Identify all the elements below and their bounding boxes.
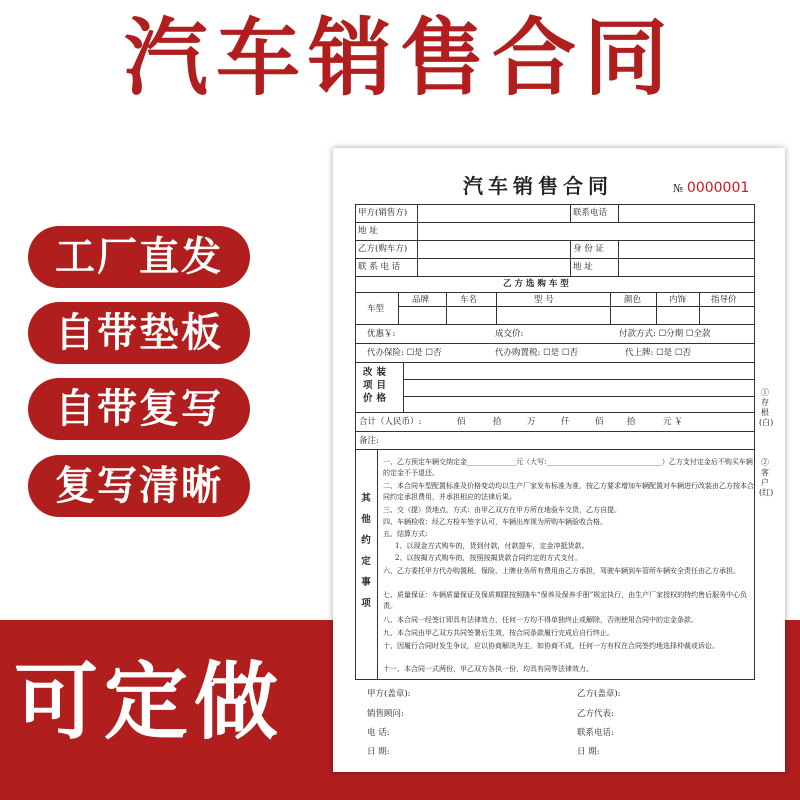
sales-advisor-label: 销售顾问: xyxy=(367,709,404,719)
row-line xyxy=(355,343,755,344)
unit-qian: 仟 xyxy=(561,417,570,427)
party-a-label: 甲方(销售方) xyxy=(358,208,408,218)
frame-top xyxy=(355,204,755,205)
row-line xyxy=(355,362,755,363)
col-line xyxy=(570,240,571,276)
row-line xyxy=(355,431,755,432)
contact-phone-2-label: 联 系 电 话 xyxy=(358,262,401,272)
col-line xyxy=(398,292,399,324)
b-phone-label: 联系电话: xyxy=(577,728,614,738)
bottom-banner-text: 可定做 xyxy=(14,653,285,751)
clause-9: 九、本合同由甲乙双方共同签署后生效，按合同条款履行完成后自行终止。 xyxy=(383,629,614,637)
id-card-label: 身 份 证 xyxy=(573,244,604,254)
clause-8: 八、本合同一经签订即具有法律效力，任何一方均不得单独终止或解除，否则使用合同中的定金条款。 xyxy=(383,616,698,624)
deal-price-label: 成交价: xyxy=(495,329,524,339)
copy-marker-stub: ① 存 根 (白) xyxy=(759,388,774,427)
plate-label: 代上牌: ☐是 ☐否 xyxy=(625,348,692,358)
model-col-price: 指导价 xyxy=(711,295,737,305)
sign-b-label: 乙方(盖章): xyxy=(577,689,621,699)
row-line xyxy=(355,258,755,259)
total-label: 合计（人民币）: xyxy=(359,417,422,427)
serial-value: 0000001 xyxy=(686,180,750,196)
unit-bai-2: 佰 xyxy=(595,417,604,427)
frame-bottom xyxy=(355,679,755,680)
party-b-label: 乙方(购车方) xyxy=(358,244,408,254)
unit-yuan: 元 ￥ xyxy=(663,417,683,427)
col-line xyxy=(446,292,447,324)
unit-bai: 佰 xyxy=(457,417,466,427)
col-line xyxy=(618,204,619,222)
purchase-tax-label: 代办购置税: ☐是 ☐否 xyxy=(495,348,579,358)
date-label: 日 期: xyxy=(367,747,390,757)
model-label: 车型 xyxy=(367,304,385,314)
copy-marker-customer: ② 客 户 (红) xyxy=(759,458,774,497)
model-col-brand: 品牌 xyxy=(412,295,430,305)
clause-5: 五、结算方式: xyxy=(383,530,428,538)
sign-a-label: 甲方(盖章): xyxy=(367,689,411,699)
col-line xyxy=(618,240,619,276)
col-line xyxy=(699,292,700,324)
clause-10: 十、因履行合同时发生争议，应以协商解决为主，如协商不成，任何一方有权在合同签约地选择仲裁或诉讼。 xyxy=(383,642,719,650)
row-line xyxy=(355,276,755,277)
clause-1: 一、乙方预定车辆交纳定金______________元（大写:_________________________________）乙方支付定金后不购买车辆的定金不予退还。 xyxy=(383,458,753,477)
unit-wan: 万 xyxy=(527,417,536,427)
col-line xyxy=(417,204,418,276)
clause-7: 七、质量保证：车辆质量保证及保质期限按照随车“保养及保养手册”规定执行，由生产厂家授权的特约售后服务中心负责。 xyxy=(383,591,748,610)
row-line xyxy=(355,449,755,450)
feature-badge-carbonless-copy: 自带复写 xyxy=(28,378,250,440)
row-line xyxy=(403,379,755,380)
col-line xyxy=(496,292,497,324)
row-line xyxy=(355,292,755,293)
other-terms-label: 其他约定事项 xyxy=(361,493,371,609)
remarks-label: 备注: xyxy=(359,436,379,446)
contract-form xyxy=(333,148,785,772)
serial-number xyxy=(673,180,749,196)
row-line xyxy=(355,412,755,413)
row-line xyxy=(403,396,755,397)
feature-badge-clear-copy: 复写清晰 xyxy=(28,455,250,517)
headline: 汽车销售合同 xyxy=(123,9,676,107)
model-col-color: 颜色 xyxy=(624,295,642,305)
selected-model-header: 乙 方 选 购 车 型 xyxy=(503,279,569,289)
insurance-label: 代办保险: ☐是 ☐否 xyxy=(367,348,442,358)
clause-3: 三、交（提）货地点，方式：由甲乙双方在甲方所在地验车交货，乙方自提。 xyxy=(383,506,621,514)
b-representative-label: 乙方代表: xyxy=(577,709,614,719)
address-label: 地 址 xyxy=(358,226,378,236)
payment-method-label: 付款方式: ☐分期 ☐全款 xyxy=(619,329,711,339)
address-2-label: 地 址 xyxy=(573,262,593,272)
clause-5-1: 1、以现金方式购车的，货到付款，付款提车，定金冲抵货款。 xyxy=(395,542,589,550)
modification-label: 改装项目价格 xyxy=(363,367,391,404)
col-line xyxy=(610,292,611,324)
unit-shi-2: 拾 xyxy=(627,417,636,427)
unit-shi: 拾 xyxy=(493,417,502,427)
clause-5-2: 2、以按揭方式购车的，按照按揭货款合同约定的方式支付。 xyxy=(395,554,582,562)
row-line xyxy=(355,324,755,325)
feature-badge-factory-direct: 工厂直发 xyxy=(28,226,250,288)
col-line xyxy=(403,362,404,412)
model-col-type: 型 号 xyxy=(534,295,554,305)
row-line xyxy=(355,240,755,241)
discount-label: 优惠￥: xyxy=(367,329,396,339)
model-col-name: 车名 xyxy=(460,295,478,305)
col-line xyxy=(570,204,571,222)
form-title: 汽车销售合同 xyxy=(463,174,613,198)
col-line xyxy=(377,449,378,679)
clause-11: 十一、本合同一式两份，甲乙双方各执一份，均具有同等法律效力。 xyxy=(383,665,593,673)
row-line xyxy=(398,306,755,307)
model-col-interior: 内饰 xyxy=(669,295,687,305)
clause-4: 四、车辆检收：经乙方检车签字认可，车辆出库视为所购车辆验收合格。 xyxy=(383,518,607,526)
b-date-label: 日 期: xyxy=(577,747,600,757)
phone-label: 电 话: xyxy=(367,728,390,738)
row-line xyxy=(355,222,755,223)
serial-prefix: № xyxy=(673,182,684,195)
contact-phone-label: 联系电话 xyxy=(573,208,608,218)
feature-badge-backing-board: 自带垫板 xyxy=(28,302,250,364)
col-line xyxy=(656,292,657,324)
clause-6: 六、乙方委托甲方代办购置税、保险、上牌业务所有费用由乙方承担，驾驶车辆到车管所车辆安全责任由乙方承担。 xyxy=(383,567,740,575)
clause-2: 二、本合同车型配置标准及价格变动均以生产厂家发布标准为准，按乙方要求增加车辆配置对车辆进行改装由乙方按本合同约定承担费用，并承担相应的法律后果。 xyxy=(383,482,754,501)
